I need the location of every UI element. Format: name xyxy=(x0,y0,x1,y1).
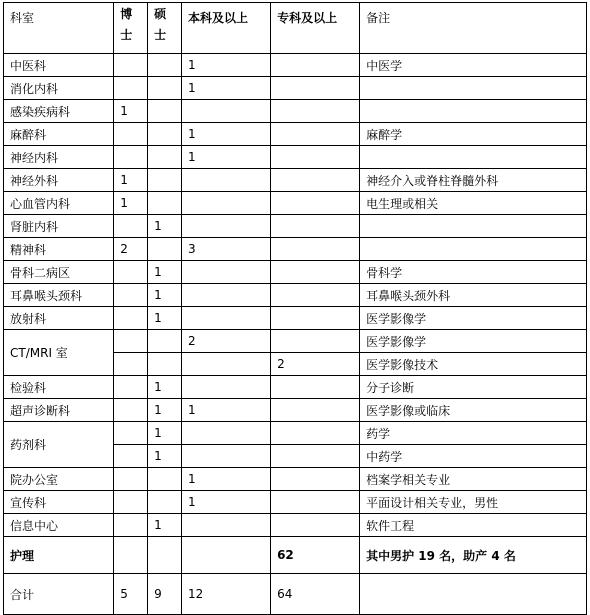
cell-master xyxy=(148,491,182,514)
cell-dept: 院办公室 xyxy=(4,468,114,491)
cell-remark: 其中男护 19 名，助产 4 名 xyxy=(360,537,587,574)
cell-college xyxy=(271,215,360,238)
cell-bachelor: 1 xyxy=(182,146,271,169)
cell-college xyxy=(271,169,360,192)
cell-dept: 中医科 xyxy=(4,54,114,77)
cell-phd xyxy=(114,399,148,422)
cell-dept: 神经外科 xyxy=(4,169,114,192)
cell-bachelor: 1 xyxy=(182,491,271,514)
cell-remark: 医学影像学 xyxy=(360,307,587,330)
cell-bachelor xyxy=(182,100,271,123)
table-row xyxy=(4,376,587,399)
cell-dept: 消化内科 xyxy=(4,77,114,100)
cell-phd xyxy=(114,123,148,146)
cell-dept: 感染疾病科 xyxy=(4,100,114,123)
cell-phd xyxy=(114,261,148,284)
cell-dept: 麻醉科 xyxy=(4,123,114,146)
cell-phd xyxy=(114,491,148,514)
cell-master xyxy=(148,100,182,123)
cell-remark: 神经介入或脊柱脊髓外科 xyxy=(360,169,587,192)
table-row xyxy=(4,77,587,100)
cell-master: 1 xyxy=(148,215,182,238)
cell-master: 1 xyxy=(148,307,182,330)
cell-dept: 心血管内科 xyxy=(4,192,114,215)
header-row xyxy=(4,3,587,54)
cell-phd xyxy=(114,54,148,77)
table-row xyxy=(4,330,587,353)
cell-phd xyxy=(114,422,148,445)
cell-master: 1 xyxy=(148,445,182,468)
cell-master: 1 xyxy=(148,422,182,445)
cell-bachelor xyxy=(182,261,271,284)
cell-phd: 2 xyxy=(114,238,148,261)
table-row xyxy=(4,146,587,169)
table-row xyxy=(4,238,587,261)
cell-phd xyxy=(114,77,148,100)
cell-bachelor: 12 xyxy=(182,574,271,615)
header-phd-line1: 博 xyxy=(120,7,133,21)
cell-dept: 检验科 xyxy=(4,376,114,399)
cell-master xyxy=(148,468,182,491)
cell-master: 1 xyxy=(148,376,182,399)
cell-college xyxy=(271,123,360,146)
cell-phd: 1 xyxy=(114,169,148,192)
header-college: 专科及以上 xyxy=(271,3,360,54)
cell-bachelor xyxy=(182,537,271,574)
cell-remark xyxy=(360,215,587,238)
total-row xyxy=(4,574,587,615)
cell-college xyxy=(271,54,360,77)
cell-bachelor xyxy=(182,169,271,192)
cell-dept: 超声诊断科 xyxy=(4,399,114,422)
cell-phd: 1 xyxy=(114,100,148,123)
cell-college xyxy=(271,100,360,123)
cell-bachelor: 1 xyxy=(182,77,271,100)
header-dept: 科室 xyxy=(4,3,114,54)
cell-college xyxy=(271,77,360,100)
cell-phd xyxy=(114,284,148,307)
cell-remark: 医学影像技术 xyxy=(360,353,587,376)
table-row xyxy=(4,307,587,330)
cell-bachelor: 1 xyxy=(182,123,271,146)
cell-remark: 医学影像或临床 xyxy=(360,399,587,422)
cell-remark: 分子诊断 xyxy=(360,376,587,399)
cell-master xyxy=(148,146,182,169)
cell-phd xyxy=(114,376,148,399)
cell-bachelor xyxy=(182,215,271,238)
cell-bachelor xyxy=(182,422,271,445)
cell-remark: 电生理或相关 xyxy=(360,192,587,215)
cell-master xyxy=(148,353,182,376)
cell-master: 1 xyxy=(148,514,182,537)
cell-master xyxy=(148,169,182,192)
cell-dept: 合计 xyxy=(4,574,114,615)
table-row xyxy=(4,399,587,422)
cell-phd xyxy=(114,445,148,468)
cell-phd xyxy=(114,468,148,491)
cell-dept: CT/MRI 室 xyxy=(4,330,114,376)
cell-phd xyxy=(114,537,148,574)
header-master xyxy=(148,3,182,54)
recruitment-table xyxy=(3,2,587,615)
cell-master: 1 xyxy=(148,261,182,284)
cell-remark xyxy=(360,100,587,123)
cell-college: 62 xyxy=(271,537,360,574)
cell-college xyxy=(271,514,360,537)
cell-phd xyxy=(114,330,148,353)
cell-dept: 骨科二病区 xyxy=(4,261,114,284)
header-master-line2: 士 xyxy=(154,28,167,42)
cell-college xyxy=(271,491,360,514)
cell-college xyxy=(271,376,360,399)
cell-dept: 药剂科 xyxy=(4,422,114,468)
cell-bachelor: 1 xyxy=(182,399,271,422)
cell-dept: 精神科 xyxy=(4,238,114,261)
table-row xyxy=(4,261,587,284)
table-row xyxy=(4,514,587,537)
cell-master xyxy=(148,238,182,261)
cell-master xyxy=(148,77,182,100)
cell-remark xyxy=(360,146,587,169)
cell-remark: 中医学 xyxy=(360,54,587,77)
cell-remark: 医学影像学 xyxy=(360,330,587,353)
cell-remark: 软件工程 xyxy=(360,514,587,537)
table-row xyxy=(4,215,587,238)
cell-remark xyxy=(360,77,587,100)
cell-college xyxy=(271,422,360,445)
header-bachelor: 本科及以上 xyxy=(182,3,271,54)
cell-master: 1 xyxy=(148,399,182,422)
table-row xyxy=(4,284,587,307)
header-remark: 备注 xyxy=(360,3,587,54)
cell-bachelor: 2 xyxy=(182,330,271,353)
cell-dept: 神经内科 xyxy=(4,146,114,169)
cell-dept: 放射科 xyxy=(4,307,114,330)
cell-college xyxy=(271,261,360,284)
cell-bachelor xyxy=(182,192,271,215)
cell-bachelor: 1 xyxy=(182,468,271,491)
cell-bachelor xyxy=(182,284,271,307)
cell-master xyxy=(148,537,182,574)
cell-remark: 药学 xyxy=(360,422,587,445)
cell-college xyxy=(271,307,360,330)
header-phd-line2: 士 xyxy=(120,28,133,42)
cell-dept: 信息中心 xyxy=(4,514,114,537)
cell-bachelor xyxy=(182,376,271,399)
cell-college: 2 xyxy=(271,353,360,376)
cell-remark: 骨科学 xyxy=(360,261,587,284)
cell-dept: 护理 xyxy=(4,537,114,574)
cell-remark: 平面设计相关专业，男性 xyxy=(360,491,587,514)
cell-master xyxy=(148,192,182,215)
cell-college xyxy=(271,192,360,215)
cell-bachelor: 1 xyxy=(182,54,271,77)
nursing-row xyxy=(4,537,587,574)
cell-remark: 麻醉学 xyxy=(360,123,587,146)
table-row xyxy=(4,422,587,445)
cell-phd xyxy=(114,514,148,537)
table-row xyxy=(4,192,587,215)
header-phd xyxy=(114,3,148,54)
cell-dept: 宣传科 xyxy=(4,491,114,514)
cell-bachelor xyxy=(182,353,271,376)
table-row xyxy=(4,54,587,77)
cell-bachelor xyxy=(182,307,271,330)
cell-remark: 档案学相关专业 xyxy=(360,468,587,491)
table-row xyxy=(4,491,587,514)
cell-master xyxy=(148,123,182,146)
cell-master xyxy=(148,330,182,353)
table-row xyxy=(4,468,587,491)
cell-phd: 5 xyxy=(114,574,148,615)
cell-dept: 耳鼻喉头颈科 xyxy=(4,284,114,307)
cell-master xyxy=(148,54,182,77)
cell-phd xyxy=(114,307,148,330)
cell-master: 9 xyxy=(148,574,182,615)
cell-remark xyxy=(360,574,587,615)
cell-college xyxy=(271,399,360,422)
cell-college xyxy=(271,330,360,353)
cell-college: 64 xyxy=(271,574,360,615)
cell-college xyxy=(271,468,360,491)
table-row xyxy=(4,123,587,146)
cell-phd xyxy=(114,353,148,376)
cell-remark: 中药学 xyxy=(360,445,587,468)
cell-bachelor xyxy=(182,445,271,468)
cell-bachelor: 3 xyxy=(182,238,271,261)
header-master-line1: 硕 xyxy=(154,7,167,21)
cell-phd: 1 xyxy=(114,192,148,215)
cell-bachelor xyxy=(182,514,271,537)
cell-dept: 肾脏内科 xyxy=(4,215,114,238)
cell-college xyxy=(271,238,360,261)
table-row xyxy=(4,169,587,192)
cell-college xyxy=(271,284,360,307)
cell-college xyxy=(271,146,360,169)
cell-college xyxy=(271,445,360,468)
table-row xyxy=(4,100,587,123)
cell-remark: 耳鼻喉头颈外科 xyxy=(360,284,587,307)
cell-phd xyxy=(114,146,148,169)
cell-phd xyxy=(114,215,148,238)
cell-remark xyxy=(360,238,587,261)
cell-master: 1 xyxy=(148,284,182,307)
